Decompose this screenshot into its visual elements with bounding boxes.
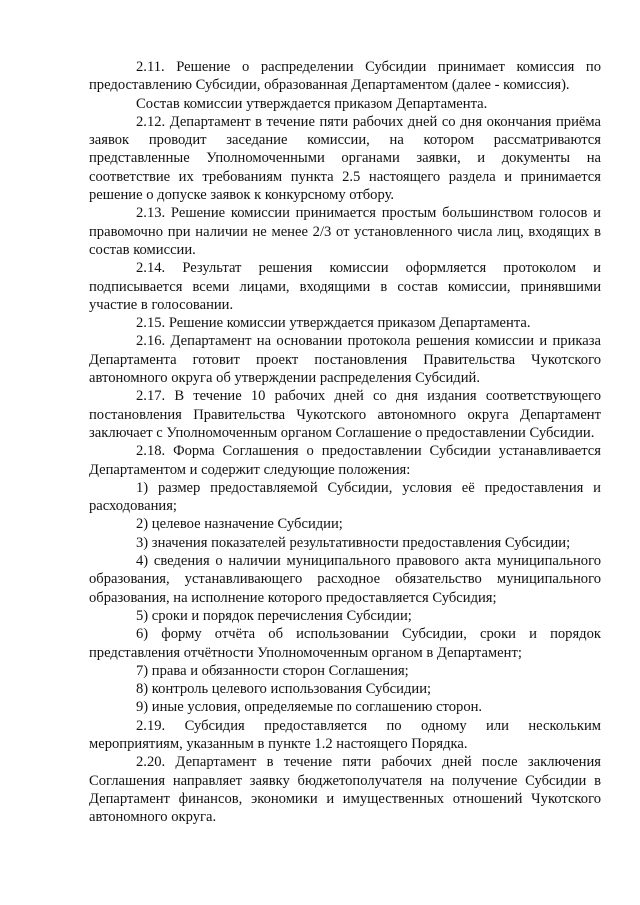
list-item-4: 4) сведения о наличии муниципального правового акта муниципального образования, устанавливающего расходное обязательство муниципального образования, на исполнение которого предоставляется Субсидия; (89, 553, 601, 606)
list-item-9: 9) иные условия, определяемые по соглашению сторон. (136, 699, 483, 716)
list-item-8: 8) контроль целевого использования Субсидии; (136, 681, 432, 698)
list-item-3: 3) значения показателей результативности предоставления Субсидии; (136, 534, 571, 551)
paragraph-commission-composition: Состав комиссии утверждается приказом Департамента. (136, 95, 488, 112)
document-page (89, 58, 601, 826)
list-item-5: 5) сроки и порядок перечисления Субсидии; (136, 607, 412, 624)
list-item-7: 7) права и обязанности сторон Соглашения; (136, 662, 409, 679)
paragraph-2-18: 2.18. Форма Соглашения о предоставлении Субсидии устанавливается Департаментом и содержит следующие положения: (89, 443, 601, 478)
paragraph-2-12: 2.12. Департамент в течение пяти рабочих дней со дня окончания приёма заявок проводит заседание комиссии, на котором рассматриваются представленные Уполномоченными органами заявки, и документы на соответствие их требованиям пункта 2.5 настоящего раздела и принимается решение о допуске заявок к конкурсному отбору. (89, 113, 601, 204)
list-item-2: 2) целевое назначение Субсидии; (136, 516, 343, 533)
paragraph-2-16: 2.16. Департамент на основании протокола решения комиссии и приказа Департамента готовит проект постановления Правительства Чукотского автономного округа об утверждении распределения Субсидий. (89, 333, 601, 387)
paragraph-2-20: 2.20. Департамент в течение пяти рабочих дней после заключения Соглашения направляет заявку бюджетополучателя на получение Субсидии в Департамент финансов, экономики и имущественных отношений Чукотского автономного округа. (89, 754, 601, 826)
paragraph-2-17: 2.17. В течение 10 рабочих дней со дня издания соответствующего постановления Правительства Чукотского автономного округа Департамент заключает с Уполномоченным органом Соглашение о предоставлении Субсидии. (89, 388, 601, 441)
paragraph-2-14: 2.14. Результат решения комиссии оформляется протоколом и подписывается всеми лицами, входящими в состав комиссии, принявшими участие в голосовании. (89, 260, 601, 313)
paragraph-2-13: 2.13. Решение комиссии принимается простым большинством голосов и правомочно при наличии не менее 2/3 от установленного числа лиц, входящих в состав комиссии. (89, 205, 601, 258)
list-item-6: 6) форму отчёта об использовании Субсидии, сроки и порядок представления отчётности Уполномоченным органом в Департамент; (89, 626, 601, 661)
paragraph-2-19: 2.19. Субсидия предоставляется по одному или нескольким мероприятиям, указанным в пункте 1.2 настоящего Порядка. (89, 717, 601, 752)
list-item-1: 1) размер предоставляемой Субсидии, условия её предоставления и расходования; (89, 479, 601, 515)
paragraph-2-11: 2.11. Решение о распределении Субсидии принимает комиссия по предоставлению Субсидии, образованная Департаментом (далее - комиссия). (89, 59, 601, 94)
paragraph-2-15: 2.15. Решение комиссии утверждается приказом Департамента. (136, 315, 531, 332)
